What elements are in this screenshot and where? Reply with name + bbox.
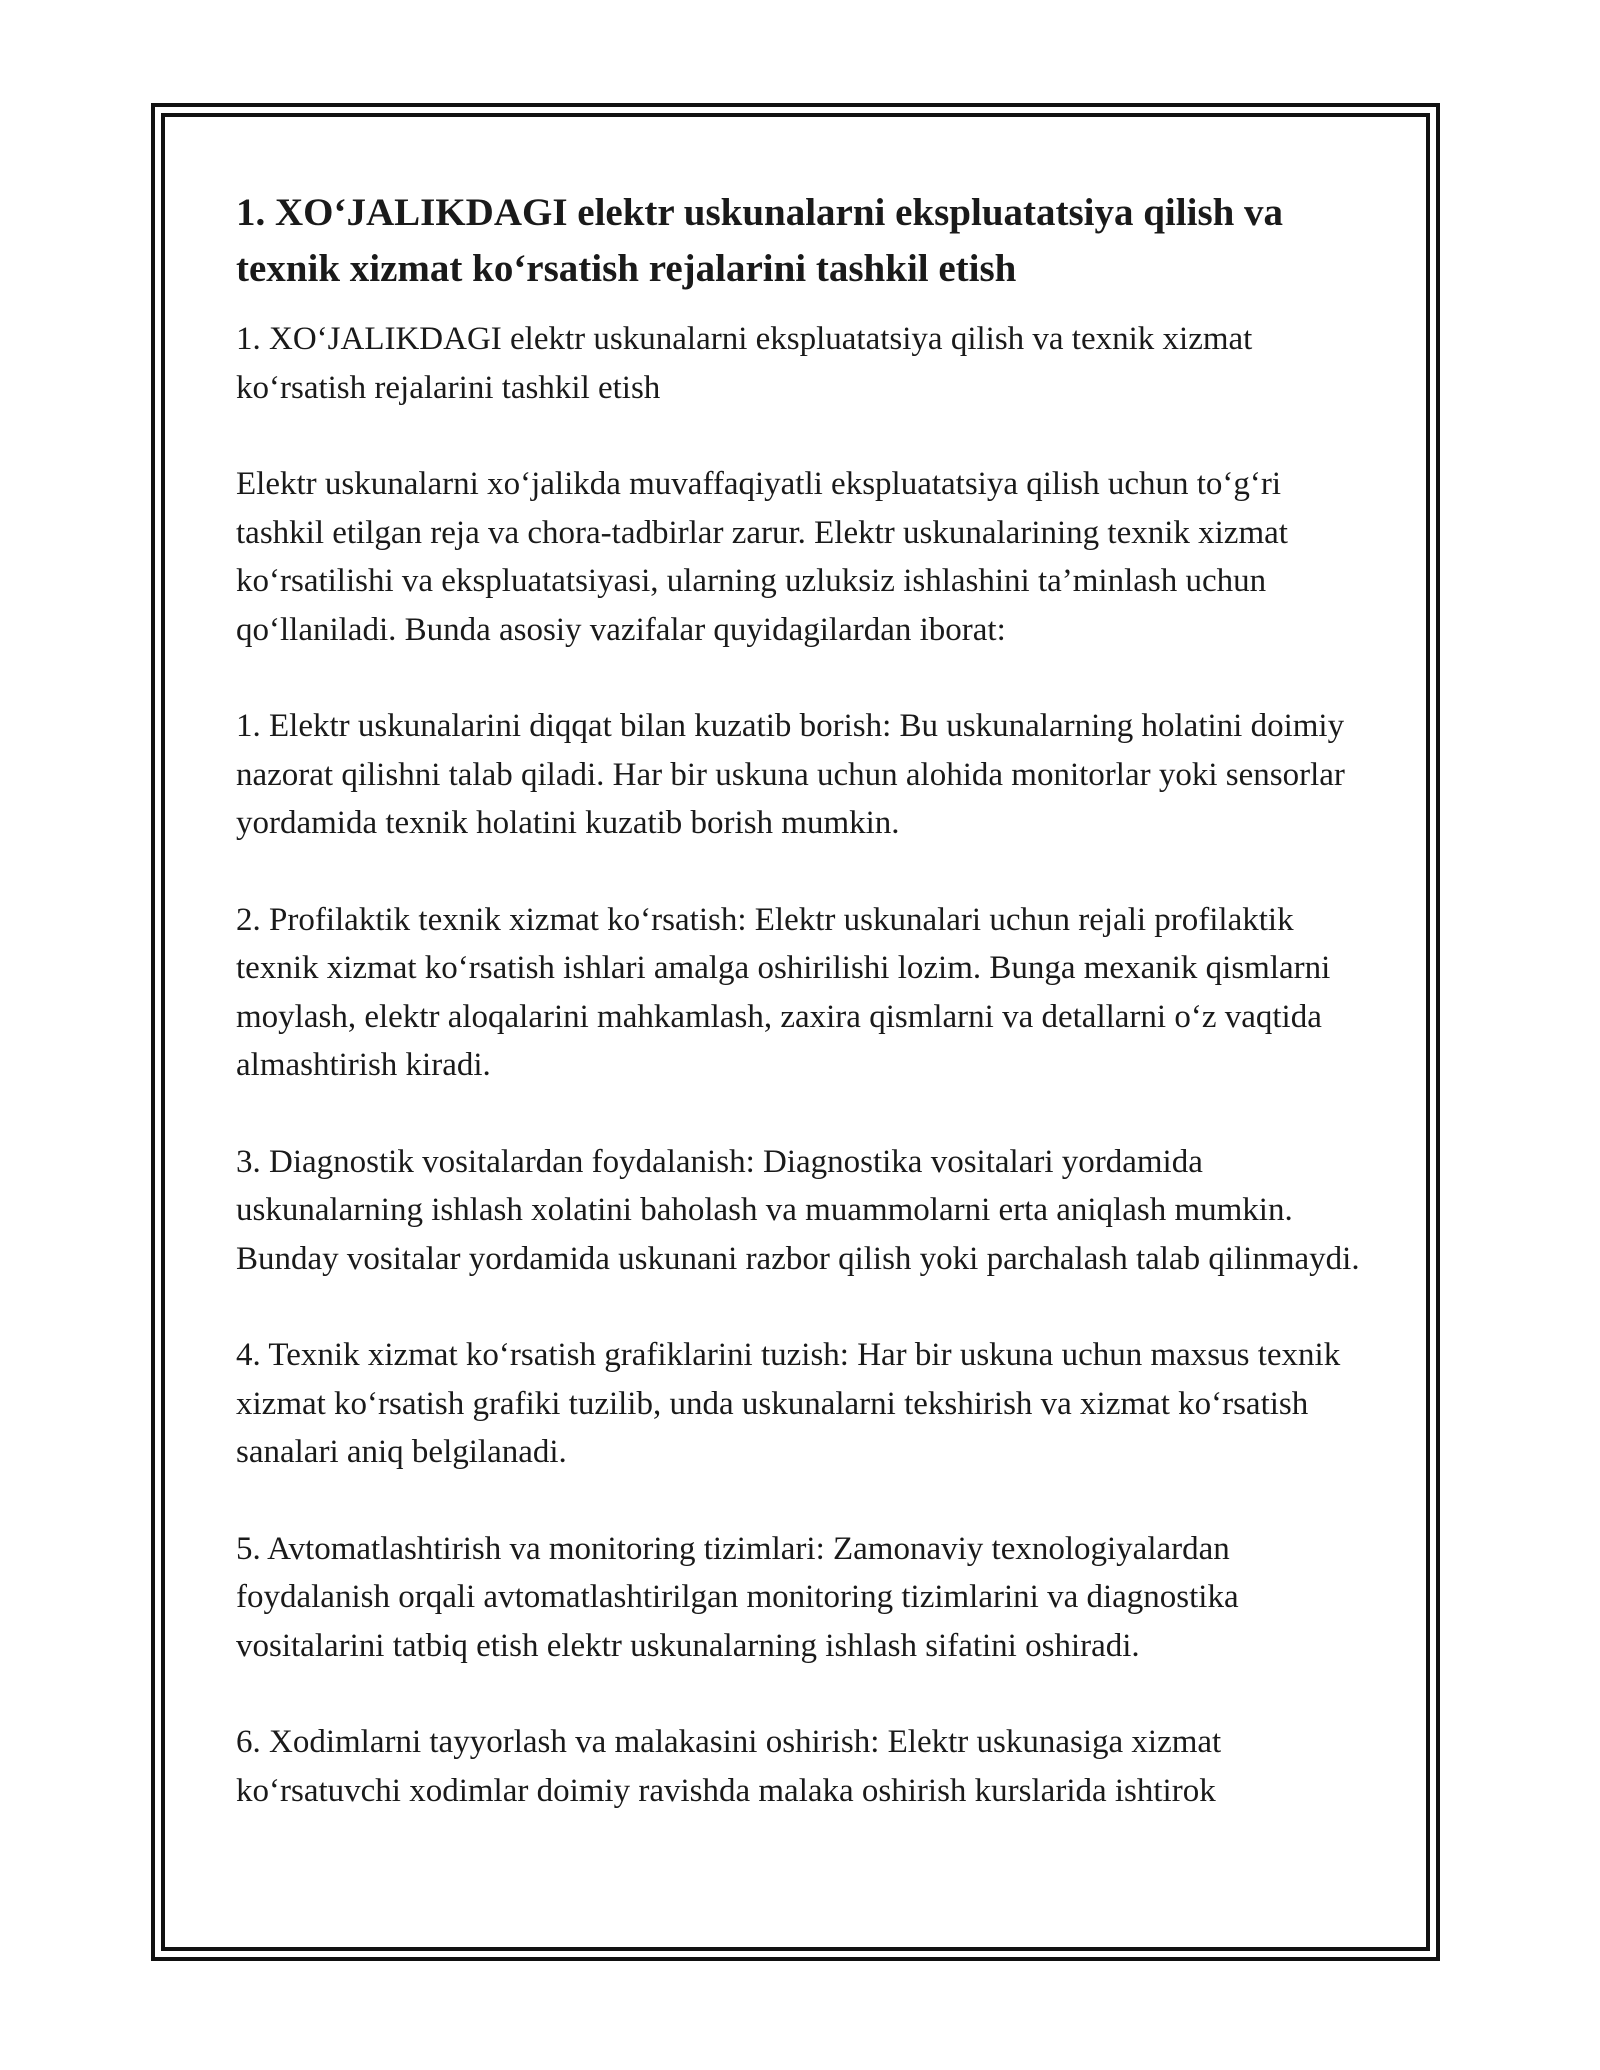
document-body (236, 185, 1376, 1863)
document-heading: 1. XO‘JALIKDAGI elektr uskunalarni ekspluatatsiya qilish va texnik xizmat ko‘rsatish rejalarini tashkil etish (236, 191, 1284, 290)
list-item-preventive-maintenance: 2. Profilaktik texnik xizmat ko‘rsatish: Elektr uskunalari uchun rejali profilaktik texnik xizmat ko‘rsatish ishlari amalga oshirilishi lozim. Bunga mexanik qismlarni moylash, elektr aloqalarini mahkamlash, zaxira qismlarni va detallarni o‘z vaqtida almashtirish kiradi. (236, 901, 1331, 1083)
list-item-automation: 5. Avtomatlashtirish va monitoring tizimlari: Zamonaviy texnologiyalardan foydalanish orqali avtomatlashtirilgan monitoring tizimlarini va diagnostika vositalarini tatbiq etish elektr uskunalarning ishlash sifatini oshiradi. (236, 1530, 1239, 1664)
paragraph-title-repeat: 1. XO‘JALIKDAGI elektr uskunalarni ekspluatatsiya qilish va texnik xizmat ko‘rsatish rejalarini tashkil etish (236, 321, 1253, 406)
list-item-staff-training: 6. Xodimlarni tayyorlash va malakasini oshirish: Elektr uskunasiga xizmat ko‘rsatuvchi xodimlar doimiy ravishda malaka oshirish kurslarida ishtirok (236, 1724, 1222, 1809)
list-item-diagnostics: 3. Diagnostik vositalardan foydalanish: Diagnostika vositalari yordamida uskunalarning ishlash xolatini baholash va muammolarni erta aniqlash mumkin. Bunday vositalar yordamida uskunani razbor qilish yoki parchalash talab qilinmaydi. (236, 1143, 1360, 1277)
paragraph-intro: Elektr uskunalarni xo‘jalikda muvaffaqiyatli ekspluatatsiya qilish uchun to‘g‘ri tashkil etilgan reja va chora-tadbirlar zarur. Elektr uskunalarining texnik xizmat ko‘rsatilishi va ekspluatatsiyasi, ularning uzluksiz ishlashini ta’minlash uchun qo‘llaniladi. Bunda asosiy vazifalar quyidagilardan iborat: (236, 466, 1288, 648)
list-item-monitoring: 1. Elektr uskunalarini diqqat bilan kuzatib borish: Bu uskunalarning holatini doimiy nazorat qilishni talab qiladi. Har bir uskuna uchun alohida monitorlar yoki sensorlar yordamida texnik holatini kuzatib borish mumkin. (236, 708, 1345, 841)
list-item-schedules: 4. Texnik xizmat ko‘rsatish grafiklarini tuzish: Har bir uskuna uchun maxsus texnik xizmat ko‘rsatish grafiki tuzilib, unda uskunalarni tekshirish va xizmat ko‘rsatish sanalari aniq belgilanadi. (236, 1337, 1341, 1470)
